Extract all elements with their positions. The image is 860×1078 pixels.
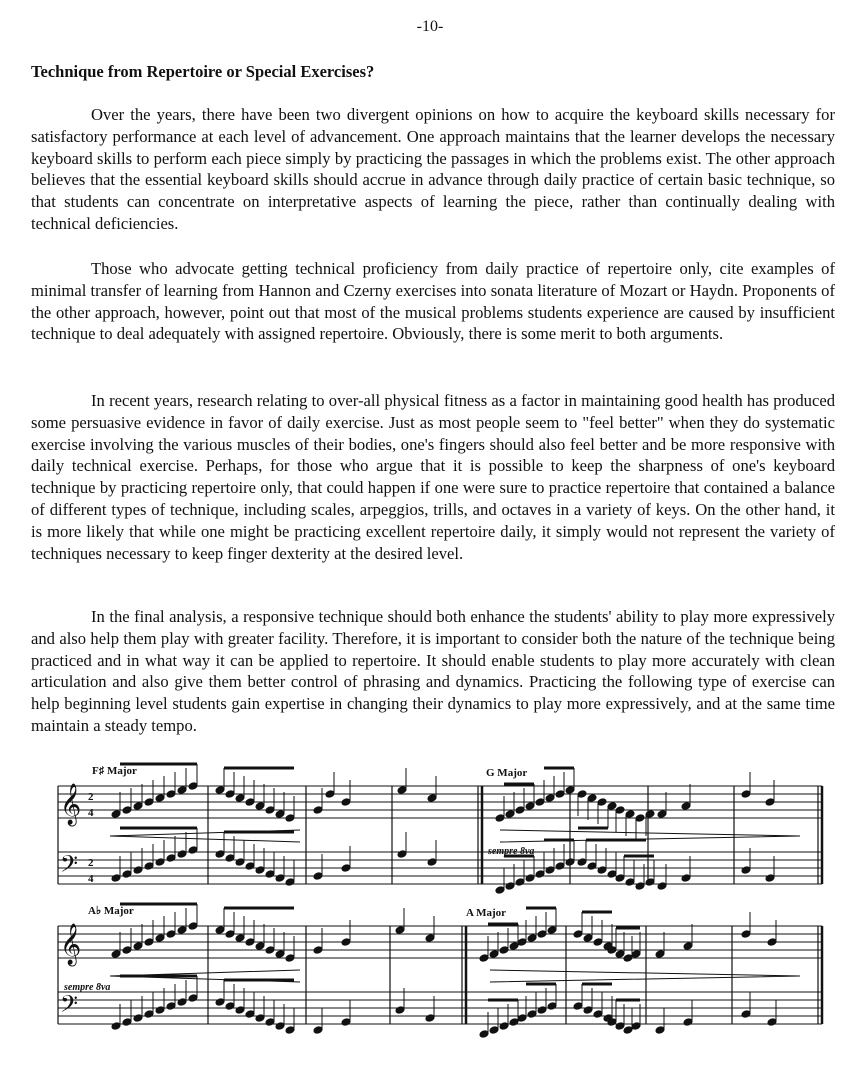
note-head (111, 1022, 121, 1031)
paragraph-3: In recent years, research relating to over-all physical fitness as a factor in maintaining good health has produced some persuasive evidence in favor of daily exercise. Just as most people seem to "feel better" when they do systematic exercise involving the various muscles of their bodies, one's fingers should also feel better and be more responsive with daily technical exercise. Perhaps, for those who argue that it is possible to keep the sharpness of one's keyboard technique by practicing repertoire only, that could happen if one were sure to practice repertoire that contained a balance of different types of technique, including scales, arpeggios, trills, and octaves in a variety of keys. On the other hand, it is more likely that while one might be practicing excellent repertoire daily, it simply would not represent the variety of techniques necessary to keep finger dexterity at the desired level. (31, 391, 835, 563)
note-head (255, 866, 265, 875)
note-head (341, 864, 351, 873)
note-head (122, 946, 132, 955)
note-head (525, 874, 535, 883)
bass-clef-icon: 𝄢 (60, 850, 79, 883)
note-head (144, 938, 154, 947)
note-head (341, 798, 351, 807)
note-head (265, 946, 275, 955)
note-head (313, 872, 323, 881)
note-head (537, 930, 547, 939)
note-head (177, 786, 187, 795)
note-head (425, 1014, 435, 1023)
note-head (657, 810, 667, 819)
note-head (607, 802, 617, 811)
note-head (177, 998, 187, 1007)
note-head (555, 790, 565, 799)
note-head (225, 930, 235, 939)
note-head (547, 926, 557, 935)
note-head (397, 850, 407, 859)
key-label-a: A Major (466, 907, 507, 919)
note-head (341, 1018, 351, 1027)
note-head (681, 874, 691, 883)
note-head (255, 1014, 265, 1023)
paragraph-1: Over the years, there have been two divergent opinions on how to acquire the keyboard skills necessary for satisfactory performance at each level of advancement. One approach maintains that the learner develops the necessary keyboard skills to perform each piece simply by practicing the passages in which the problems exist. The other approach believes that the essential keyboard skills should accrue in advance through daily practice of certain basic technique, so that students can concentrate on interpretative aspects of learning the piece, rather than continually dealing with technical deficiencies. (31, 105, 835, 233)
note-head (573, 1002, 583, 1011)
bass-clef-icon: 𝄢 (60, 990, 79, 1023)
sempre-8va-marking: sempre 8va (64, 982, 111, 993)
note-head (155, 794, 165, 803)
note-head (235, 858, 245, 867)
note-head (565, 858, 575, 867)
note-head (245, 938, 255, 947)
note-head (245, 1010, 255, 1019)
note-head (635, 814, 645, 823)
section-heading: Technique from Repertoire or Special Exercises? (31, 62, 375, 81)
note-head (285, 954, 295, 963)
note-head (395, 1006, 405, 1015)
system1-barlines (58, 786, 822, 884)
note-head (495, 886, 505, 895)
time-sig-top: 2 (88, 857, 94, 869)
note-head (425, 934, 435, 943)
note-head (479, 954, 489, 963)
note-head (545, 794, 555, 803)
note-head (573, 930, 583, 939)
page-number: -10- (416, 18, 444, 35)
note-head (133, 802, 143, 811)
system2-dynamics (110, 970, 800, 982)
note-head (285, 814, 295, 823)
treble-clef-icon: 𝄞 (60, 924, 82, 965)
note-head (225, 1002, 235, 1011)
note-head (427, 794, 437, 803)
note-head (499, 1022, 509, 1031)
note-head (245, 798, 255, 807)
note-head (583, 934, 593, 943)
time-sig-bottom: 4 (88, 873, 94, 885)
note-head (593, 938, 603, 947)
note-head (275, 874, 285, 883)
note-head (765, 798, 775, 807)
note-head (235, 794, 245, 803)
note-head (285, 1026, 295, 1035)
note-head (188, 922, 198, 931)
note-head (177, 850, 187, 859)
paragraph-2: Those who advocate getting technical proficiency from daily practice of repertoire only, cite examples of minimal transfer of learning from Hannon and Czerny exercises into sonata literature of Mozart or Haydn. Proponents of the other approach, however, point out that most of the musical problems students experience are caused by insufficient technique to deal adequately with assigned repertoire. Obviously, there is some merit to both arguments. (31, 259, 835, 344)
note-head (741, 790, 751, 799)
note-head (525, 802, 535, 811)
note-head (235, 934, 245, 943)
note-head (275, 1022, 285, 1031)
note-head (767, 1018, 777, 1027)
note-head (215, 786, 225, 795)
note-head (122, 1018, 132, 1027)
note-head (155, 934, 165, 943)
note-head (499, 946, 509, 955)
note-head (657, 882, 667, 891)
note-head (741, 866, 751, 875)
note-head (527, 934, 537, 943)
note-head (631, 950, 641, 959)
note-head (479, 1030, 489, 1039)
note-head (597, 866, 607, 875)
note-head (122, 806, 132, 815)
paragraph-4: In the final analysis, a responsive technique should both enhance the students' ability to play more expressively and also help them play with greater facility. Therefore, it is important to consider both the nature of the technique being practiced and in what way it can be applied to repertoire. It should enable students to play more accurately with clean articulation and also give them better control of phrasing and dynamics. Practicing the following type of exercise can help beginning level students gain expertise in changing their dynamics to play more expressively, and at the same time maintain a steady tempo. (31, 607, 835, 735)
note-head (515, 806, 525, 815)
note-head (583, 1006, 593, 1015)
key-label-fsharp: F♯ Major (92, 765, 137, 777)
note-head (645, 810, 655, 819)
note-head (517, 1014, 527, 1023)
note-head (155, 1006, 165, 1015)
note-head (265, 870, 275, 879)
key-label-aflat: A♭ Major (88, 905, 134, 917)
note-head (517, 938, 527, 947)
note-head (155, 858, 165, 867)
note-head (188, 846, 198, 855)
note-head (166, 930, 176, 939)
note-head (265, 806, 275, 815)
note-head (565, 786, 575, 795)
note-head (225, 854, 235, 863)
note-head (555, 862, 565, 871)
note-head (427, 858, 437, 867)
note-head (275, 950, 285, 959)
note-head (215, 998, 225, 1007)
note-head (505, 882, 515, 891)
note-head (122, 870, 132, 879)
note-head (593, 1010, 603, 1019)
note-head (166, 854, 176, 863)
note-head (537, 1006, 547, 1015)
note-head (655, 1026, 665, 1035)
note-head (341, 938, 351, 947)
note-head (245, 862, 255, 871)
note-head (397, 786, 407, 795)
note-head (111, 874, 121, 883)
note-head (615, 950, 625, 959)
note-head (144, 798, 154, 807)
note-heads (111, 764, 777, 1038)
note-head (225, 790, 235, 799)
note-head (631, 1022, 641, 1031)
sempre-8va-marking: sempre 8va (488, 846, 535, 857)
note-head (265, 1018, 275, 1027)
note-head (767, 938, 777, 947)
note-head (235, 1006, 245, 1015)
note-head (313, 946, 323, 955)
note-head (615, 874, 625, 883)
note-head (489, 950, 499, 959)
note-head (607, 870, 617, 879)
note-head (535, 870, 545, 879)
note-head (535, 798, 545, 807)
note-head (625, 878, 635, 887)
note-head (489, 1026, 499, 1035)
note-head (587, 794, 597, 803)
note-head (275, 810, 285, 819)
note-head (577, 790, 587, 799)
note-head (515, 878, 525, 887)
note-head (635, 882, 645, 891)
note-head (645, 878, 655, 887)
note-head (144, 1010, 154, 1019)
note-head (597, 798, 607, 807)
note-head (255, 942, 265, 951)
note-head (255, 802, 265, 811)
time-sig-top: 2 (88, 791, 94, 803)
note-head (188, 782, 198, 791)
note-head (285, 878, 295, 887)
note-head (683, 1018, 693, 1027)
note-head (495, 814, 505, 823)
note-head (177, 926, 187, 935)
note-head (741, 930, 751, 939)
note-head (313, 806, 323, 815)
note-head (765, 874, 775, 883)
treble-clef-icon: 𝄞 (60, 784, 82, 825)
note-head (215, 850, 225, 859)
note-head (133, 1014, 143, 1023)
note-head (625, 810, 635, 819)
note-head (325, 790, 335, 799)
note-head (681, 802, 691, 811)
note-head (111, 950, 121, 959)
note-head (133, 866, 143, 875)
note-head (587, 862, 597, 871)
note-head (188, 994, 198, 1003)
note-head (133, 942, 143, 951)
note-head (577, 858, 587, 867)
note-head (144, 862, 154, 871)
note-head (527, 1010, 537, 1019)
note-head (655, 950, 665, 959)
note-head (547, 1002, 557, 1011)
note-head (615, 806, 625, 815)
note-head (741, 1010, 751, 1019)
note-head (615, 1022, 625, 1031)
music-example (0, 750, 860, 1050)
time-sig-bottom: 4 (88, 807, 94, 819)
key-label-g: G Major (486, 767, 528, 779)
note-head (545, 866, 555, 875)
note-head (313, 1026, 323, 1035)
note-head (166, 790, 176, 799)
note-head (111, 810, 121, 819)
note-head (505, 810, 515, 819)
note-head (395, 926, 405, 935)
system1-dynamics (110, 830, 800, 842)
note-head (683, 942, 693, 951)
note-head (215, 926, 225, 935)
note-head (166, 1002, 176, 1011)
